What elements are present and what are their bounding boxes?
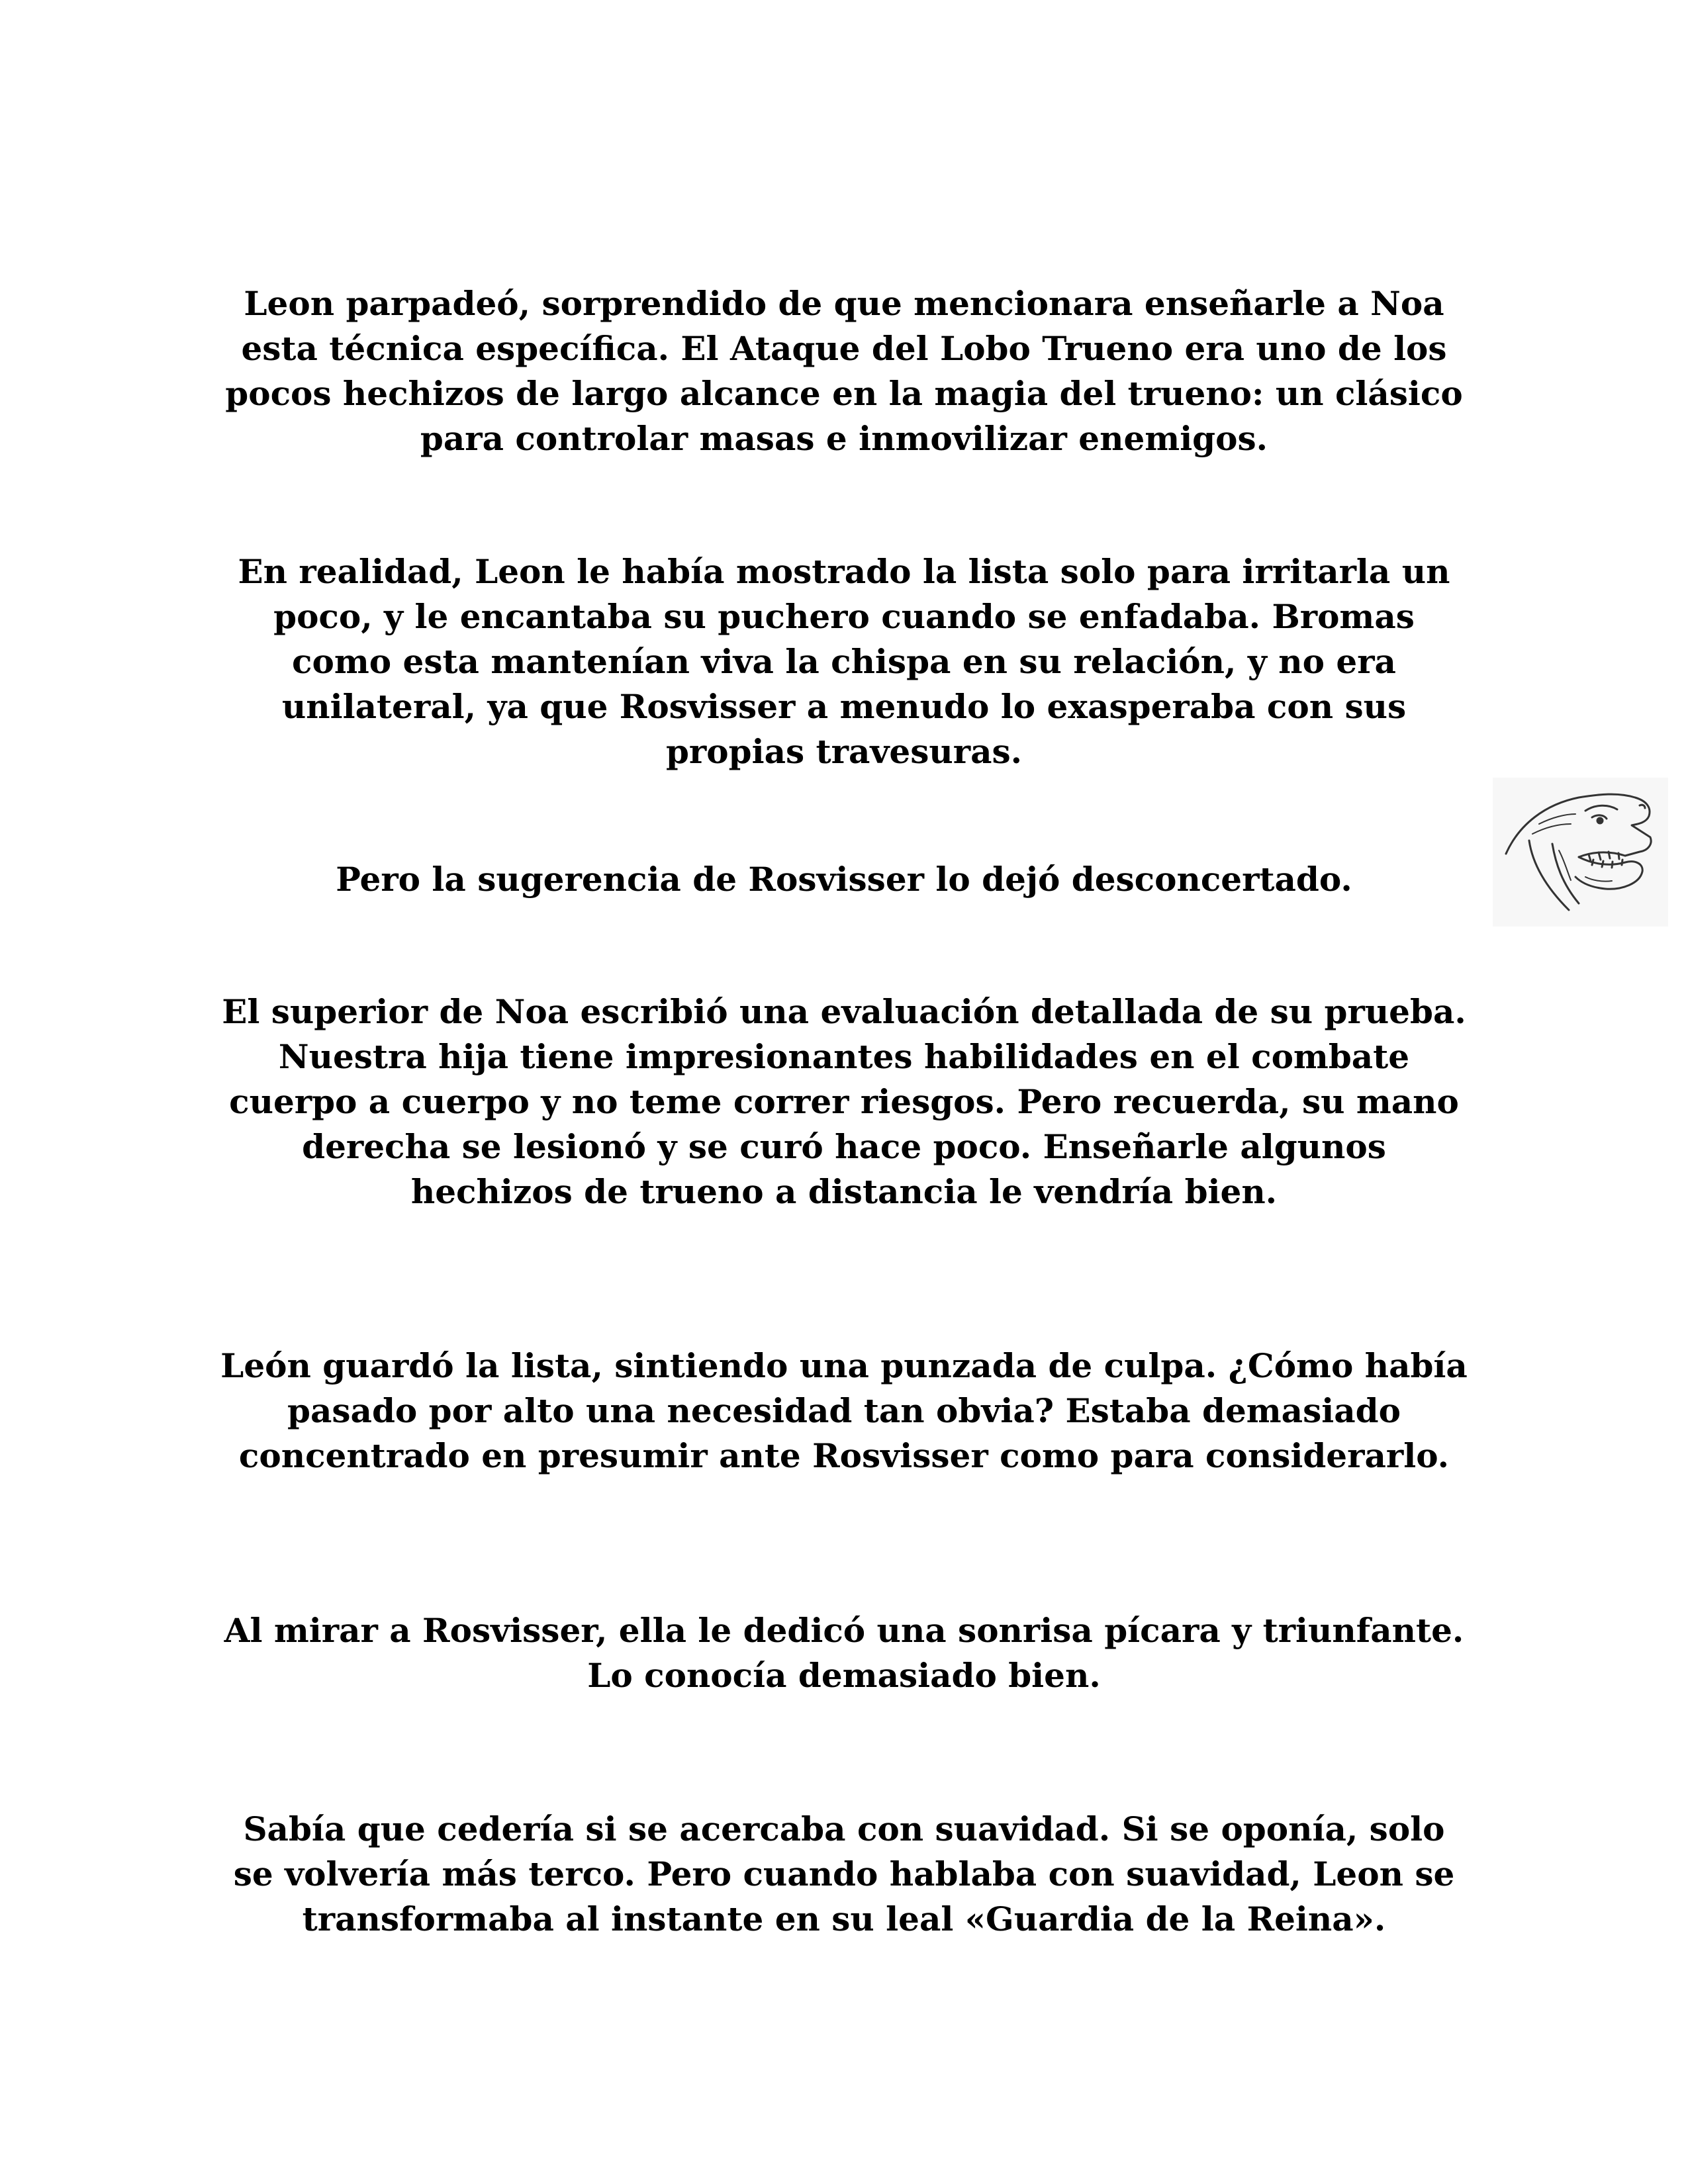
paragraph-7: Sabía que cedería si se acercaba con suavidad. Si se oponía, solo se volvería más terco. Pero cuando hablaba con suavidad, Leon se transformaba al instante en su leal «Guardia de la Reina». [233, 1809, 1455, 1938]
dinosaur-head-icon [1493, 778, 1668, 927]
paragraph-1: Leon parpadeó, sorprendido de que mencionara enseñarle a Noa esta técnica específica. El Ataque del Lobo Trueno era uno de los pocos hechizos de largo alcance en la magia del trueno: un clásico para controlar masas e inmovilizar enemigos. [225, 284, 1463, 458]
paragraph-2: En realidad, Leon le había mostrado la lista solo para irritarla un poco, y le encantaba su puchero cuando se enfadaba. Bromas como esta mantenían viva la chispa en su relación, y no era unilateral, ya que Rosvisser a menudo lo exasperaba con sus propias travesuras. [238, 552, 1450, 771]
paragraph-5: León guardó la lista, sintiendo una punzada de culpa. ¿Cómo había pasado por alto una necesidad tan obvia? Estaba demasiado concentrado en presumir ante Rosvisser como para considerarlo. [220, 1346, 1468, 1475]
paragraph-6: Al mirar a Rosvisser, ella le dedicó una sonrisa pícara y triunfante. Lo conocía demasiado bien. [224, 1611, 1464, 1695]
paragraph-3: Pero la sugerencia de Rosvisser lo dejó desconcertado. [336, 860, 1352, 899]
paragraph-4: El superior de Noa escribió una evaluación detallada de su prueba. Nuestra hija tiene impresionantes habilidades en el combate cuerpo a cuerpo y no teme correr riesgos. Pero recuerda, su mano derecha se lesionó y se curó hace poco. Enseñarle algunos hechizos de trueno a distancia le vendría bien. [222, 992, 1466, 1211]
